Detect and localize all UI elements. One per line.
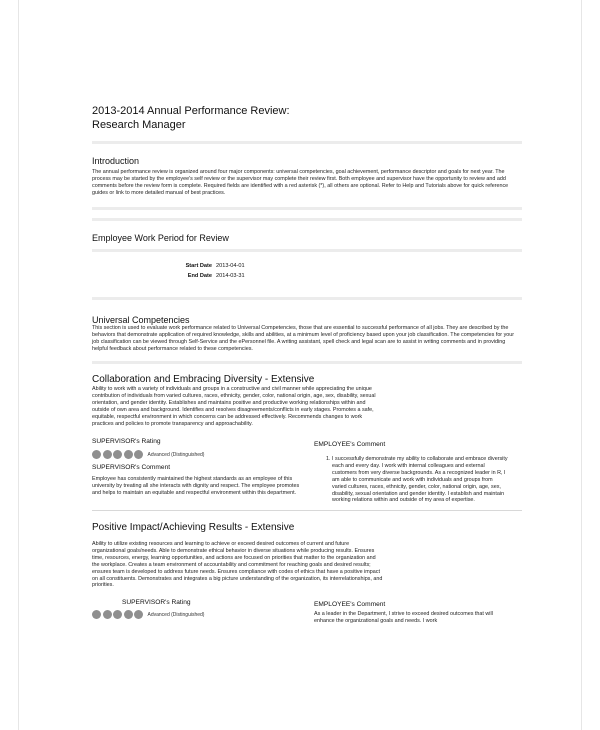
universal-body: This section is used to evaluate work performance related to Universal Competencies, those that are essential to successful performance of all jobs. They are described by the behaviors that demonstrate application of required knowledge, skills and abilities, at a minimum level of proficiency based upon your job classification. The competencies for your job classification can be viewed through Self-Service and the ePersonnel file. A writing assistant, spell check and legal scan are to assist in writing comments and in providing helpful feedback about performance related to these competencies. (92, 325, 515, 352)
collab-heading: Collaboration and Embracing Diversity - Extensive (92, 374, 315, 385)
rating-dot-icon (124, 450, 133, 459)
end-date-value: 2014-03-31 (216, 273, 245, 279)
review-title-line2: Research Manager (92, 119, 186, 131)
section-divider (92, 297, 522, 300)
work-period-heading: Employee Work Period for Review (92, 233, 229, 243)
section-divider (92, 249, 522, 252)
positive-employee-comment-label: EMPLOYEE's Comment (314, 601, 386, 608)
collab-rating-text: Advanced (Distinguished) (147, 451, 205, 458)
section-divider (92, 207, 522, 210)
rating-dot-icon (124, 610, 133, 619)
intro-heading: Introduction (92, 156, 140, 166)
section-divider (92, 218, 522, 221)
positive-heading: Positive Impact/Achieving Results - Extensive (92, 522, 295, 533)
collab-supervisor-rating-label: SUPERVISOR's Rating (92, 438, 161, 445)
rating-dot-icon (113, 610, 122, 619)
positive-rating-text: Advanced (Distinguished) (147, 611, 205, 618)
collab-employee-comment-list (318, 456, 508, 504)
collab-employee-comment: 1. I successfully demonstrate my ability to collaborate and embrace diversity each and every day. I work with internal colleagues and external customers from very diverse backgrounds. As a recognized leader in R, I am able to communicate and work with individuals and groups from varied cultures, races, ethnicity, gender, color, national origin, age, sex, disability, sexual orientation and gender identity. I establish and maintain working relations within and outside of my area of expertise. (332, 456, 508, 504)
universal-heading: Universal Competencies (92, 315, 190, 325)
rating-dot-icon (92, 450, 101, 459)
collab-supervisor-comment-label: SUPERVISOR's Comment (92, 464, 171, 471)
collab-employee-comment-label: EMPLOYEE's Comment (314, 441, 386, 448)
intro-body: The annual performance review is organized around four major components: universal competencies, goal achievement, performance descriptor and goals for next year. The process may be started by the employee's self review or the supervisor may complete their review first. Both employee and supervisor have the opportunity to review and add comments before the review form is complete. Required fields are identified with a red asterisk (*), all others are optional. Refer to Help and Tutorials above for quick reference guides or link to more detailed manual of best practices. (92, 169, 509, 196)
rating-dot-icon (103, 450, 112, 459)
rating-dot-icon (134, 610, 143, 619)
positive-employee-comment: As a leader in the Department, I strive to exceed desired outcomes that will enhance the organizational goals and needs. I work (314, 611, 493, 624)
rating-dot-icon (103, 610, 112, 619)
review-title-line1: 2013-2014 Annual Performance Review: (92, 105, 290, 117)
collab-rating-widget (92, 450, 204, 459)
section-divider (92, 141, 522, 144)
positive-body: Ability to utilize existing resources and learning to achieve or exceed desired outcomes of current and future organizational goals/needs. Able to demonstrate ethical behavior in diverse situations while producing results. Ensures time, resources, energy, learning opportunities, and actions are focused on priorities that matter to the organization and the workplace. Creates a team environment of accountability and commitment for reaching goals and desired results; ensures team is developed to address future needs. Ensures compliance with codes of ethics that have a positive impact on all constituents. Demonstrates and integrates a big picture understanding of the organization, its interrelationships, and priorities. (92, 541, 383, 589)
rating-dot-icon (113, 450, 122, 459)
end-date-label: End Date (187, 273, 212, 279)
section-divider (92, 510, 522, 511)
section-divider (92, 361, 522, 364)
positive-supervisor-rating-label: SUPERVISOR's Rating (122, 599, 191, 606)
start-date-value: 2013-04-01 (216, 263, 245, 269)
rating-dot-icon (134, 450, 143, 459)
start-date-label: Start Date (185, 263, 212, 269)
rating-dot-icon (92, 610, 101, 619)
positive-rating-widget (92, 610, 204, 619)
collab-body: Ability to work with a variety of individuals and groups in a constructive and civil manner while appreciating the unique contribution of individuals from varied cultures, races, ethnicity, gender, color, national origin, age, sex, disability, sexual orientation, and gender identity. Establishes and maintains positive and productive working relationships within and outside of own area and background. Identifies and resolves disagreements/conflicts in early stages. Promotes a safe, equitable, respectful environment in which concerns can be addressed effectively. Recommends changes to work practices and policies to promote transparency and approachability. (92, 386, 376, 427)
collab-supervisor-comment: Employee has consistently maintained the highest standards as an employee of this university by treating all she interacts with dignity and respect. The employee promotes and helps to maintain an equitable and respectful environment within this department. (92, 476, 300, 496)
